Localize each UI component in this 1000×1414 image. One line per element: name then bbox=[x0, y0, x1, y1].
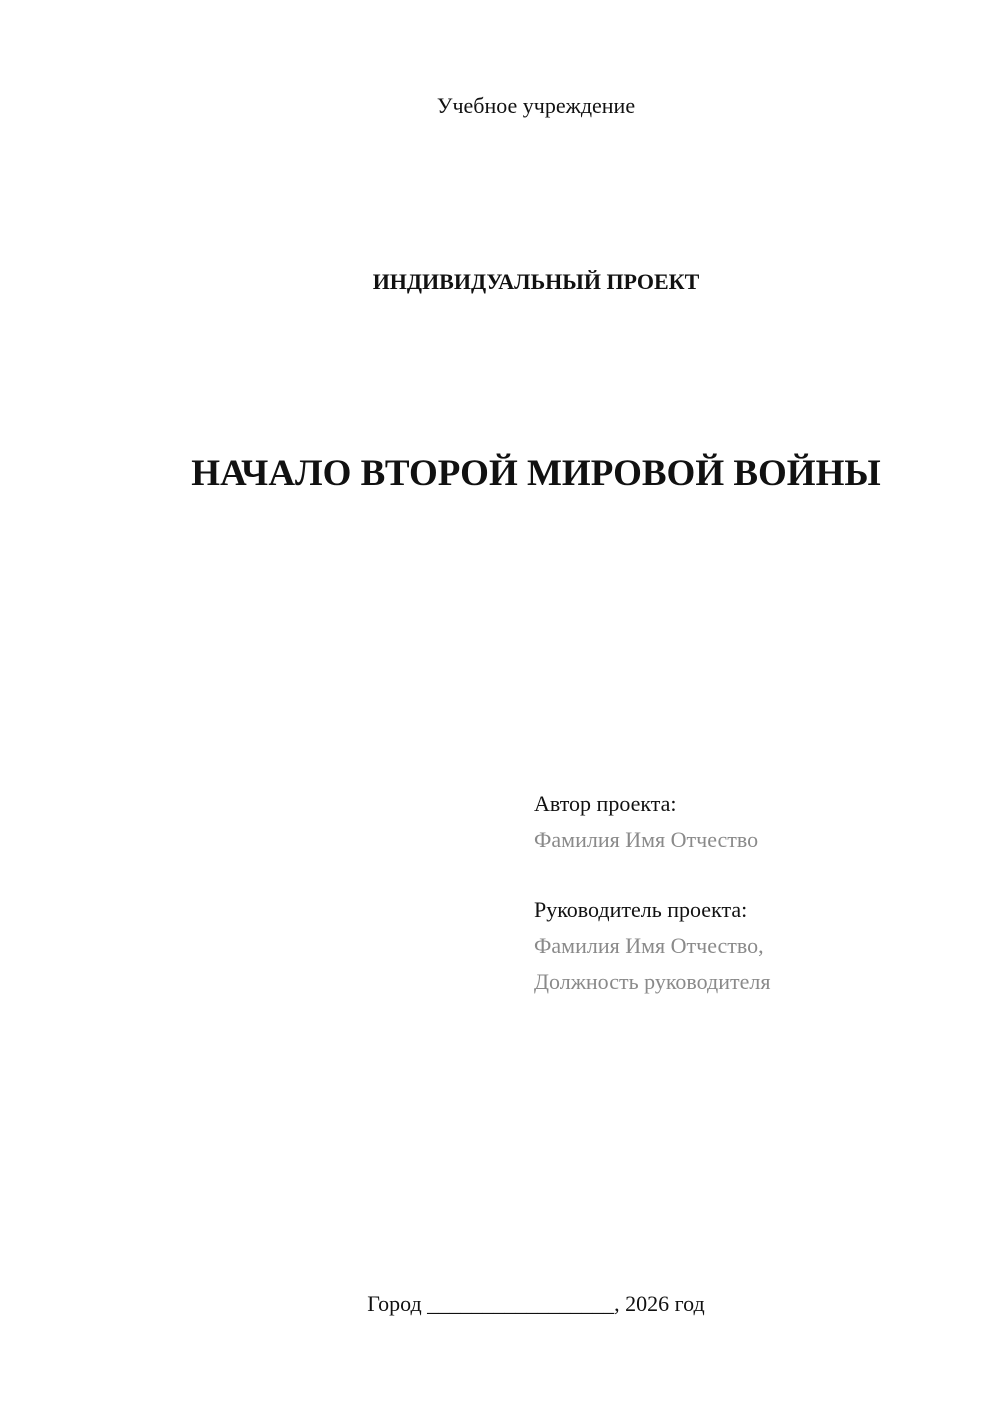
institution-name: Учебное учреждение bbox=[436, 93, 636, 118]
author-label: Автор проекта: bbox=[534, 791, 677, 816]
supervisor-name-placeholder: Фамилия Имя Отчество, bbox=[534, 933, 764, 958]
city-blank: _________________ bbox=[427, 1291, 615, 1316]
city-year-line bbox=[0, 1290, 1000, 1318]
author-name-placeholder: Фамилия Имя Отчество bbox=[534, 827, 759, 852]
city-label: Город bbox=[367, 1291, 422, 1316]
author-block bbox=[534, 786, 974, 858]
supervisor-position-placeholder: Должность руководителя bbox=[534, 969, 771, 994]
document-type: ИНДИВИДУАЛЬНЫЙ ПРОЕКТ bbox=[372, 269, 700, 294]
document-title: НАЧАЛО ВТОРОЙ МИРОВОЙ ВОЙНЫ bbox=[191, 453, 881, 494]
supervisor-label: Руководитель проекта: bbox=[534, 897, 748, 922]
supervisor-block bbox=[534, 892, 974, 1000]
year-text: , 2026 год bbox=[614, 1291, 705, 1316]
